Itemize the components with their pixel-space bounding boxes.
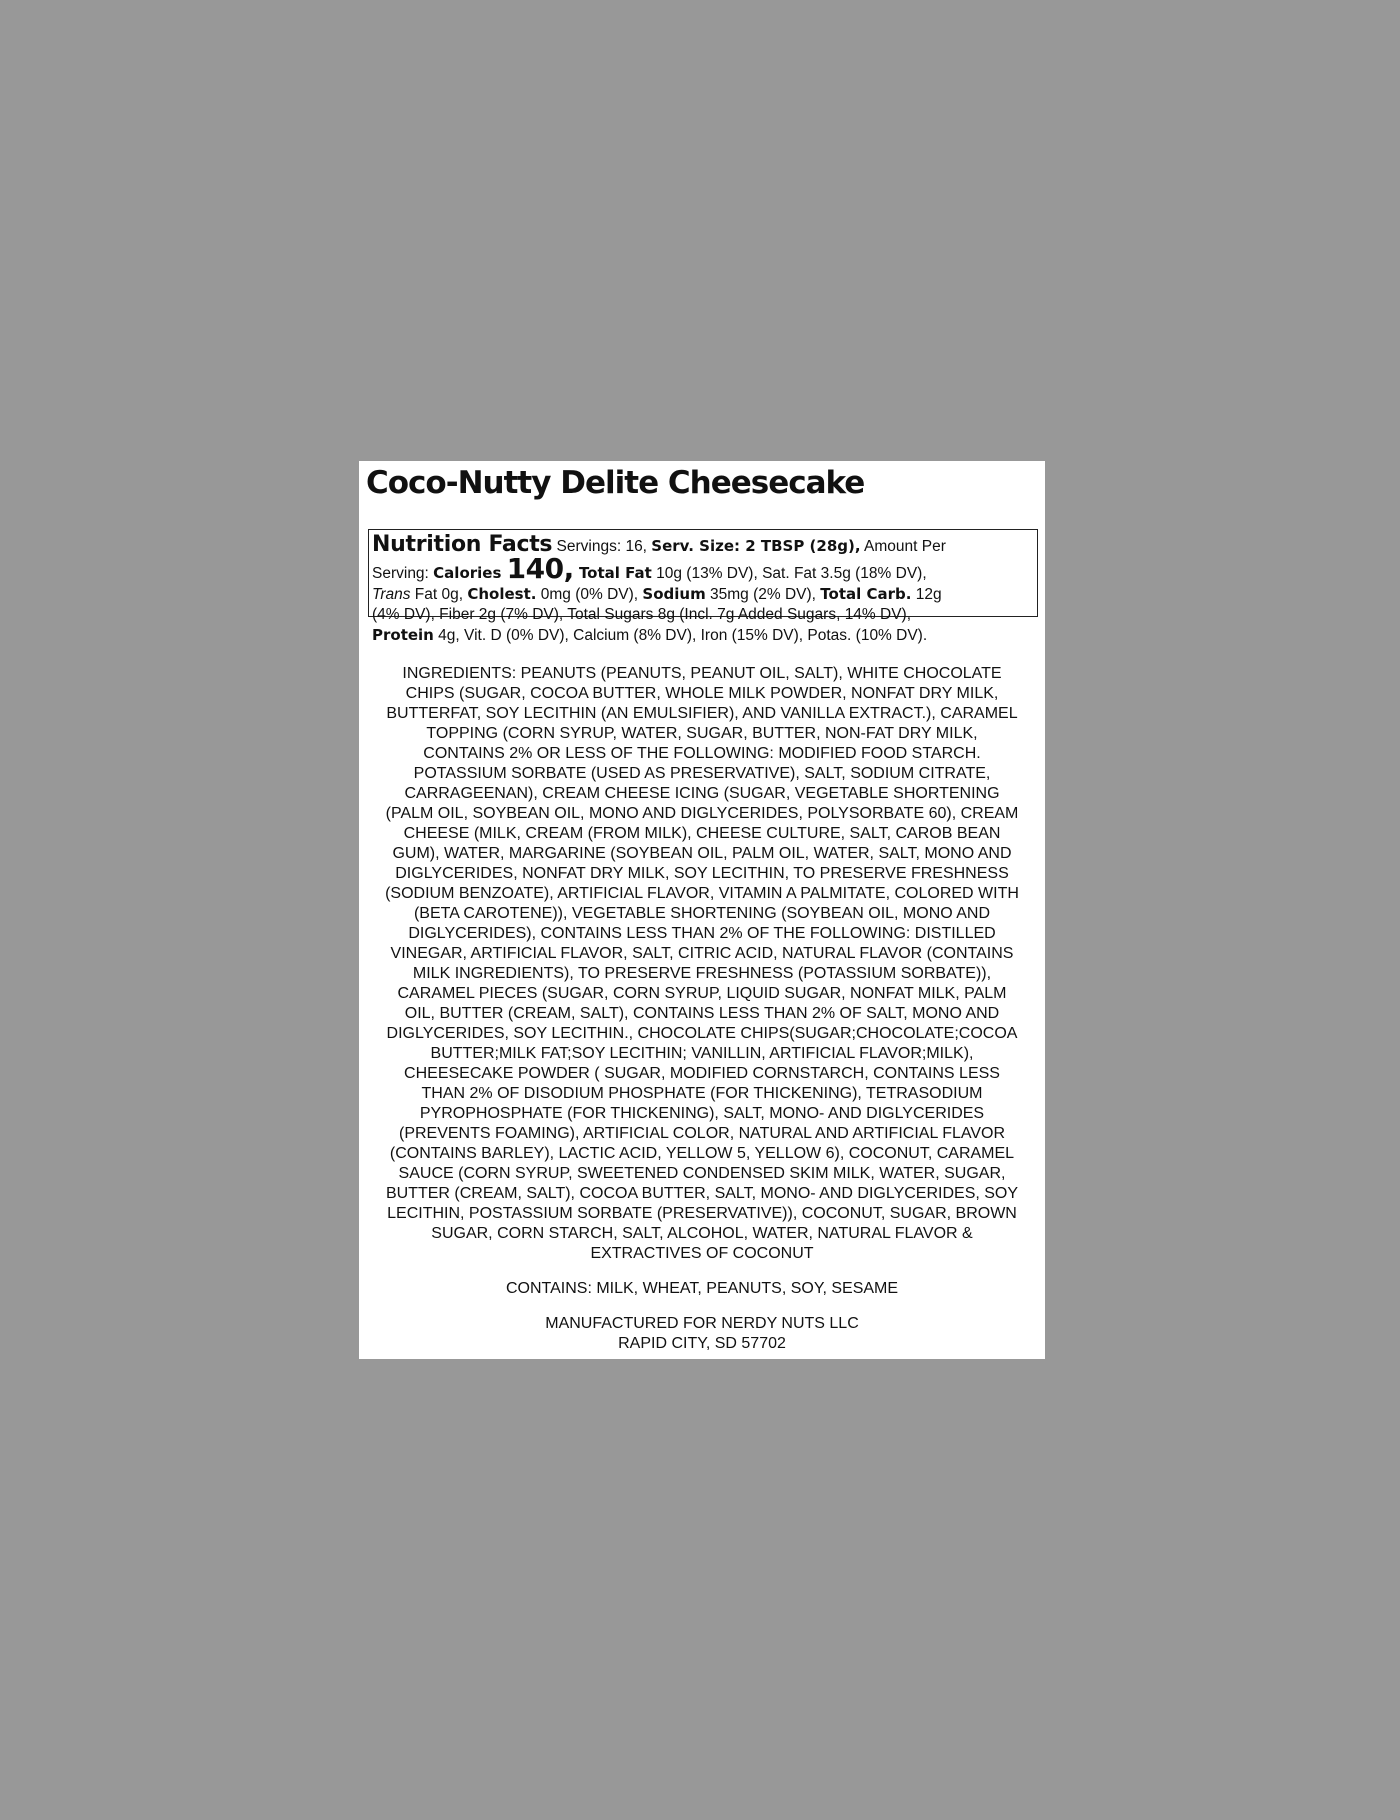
serving-size-label: Serv. Size: 2 TBSP (28g),: [651, 537, 861, 555]
product-label: [359, 461, 1045, 1359]
manufacturer-info: [366, 1314, 1038, 1354]
ingredients-line: OIL, BUTTER (CREAM, SALT), CONTAINS LESS THAN 2% OF SALT, MONO AND: [404, 1005, 1000, 1022]
trans-text: Fat 0g,: [410, 586, 468, 603]
ingredients-line: BUTTERFAT, SOY LECITHIN (AN EMULSIFIER), AND VANILLA EXTRACT.), CARAMEL: [386, 705, 1018, 722]
total-carb-text: 12g: [911, 586, 942, 603]
sodium-label: Sodium: [642, 585, 706, 603]
ingredients-line: DIGLYCERIDES, NONFAT DRY MILK, SOY LECITHIN, TO PRESERVE FRESHNESS: [395, 865, 1009, 882]
product-title: Coco-Nutty Delite Cheesecake: [366, 465, 865, 501]
ingredients-line: GUM), WATER, MARGARINE (SOYBEAN OIL, PALM OIL, WATER, SALT, MONO AND: [392, 845, 1012, 862]
ingredients-line: THAN 2% OF DISODIUM PHOSPHATE (FOR THICKENING), TETRASODIUM: [421, 1085, 983, 1102]
ingredients-line: (BETA CAROTENE)), VEGETABLE SHORTENING (SOYBEAN OIL, MONO AND: [413, 905, 991, 922]
nutrition-facts-heading: Nutrition Facts: [372, 532, 553, 557]
manufacturer-address: RAPID CITY, SD 57702: [618, 1335, 786, 1352]
ingredients-line: CARRAGEENAN), CREAM CHEESE ICING (SUGAR, VEGETABLE SHORTENING: [404, 785, 1000, 802]
ingredients-line: POTASSIUM SORBATE (USED AS PRESERVATIVE), SALT, SODIUM CITRATE,: [413, 765, 991, 782]
nutrition-facts-box: [368, 529, 1038, 644]
nutrition-line-4: (4% DV), Fiber 2g (7% DV), Total Sugars 8g (Incl. 7g Added Sugars, 14% DV),: [372, 606, 912, 623]
calories-comma: ,: [563, 552, 574, 585]
cholest-text: 0mg (0% DV),: [536, 586, 643, 603]
amount-per-text: Amount Per: [860, 538, 946, 555]
nutrition-line-5: [372, 625, 1037, 646]
ingredients-line: CONTAINS 2% OR LESS OF THE FOLLOWING: MODIFIED FOOD STARCH.: [423, 745, 981, 762]
calories-value: 140: [506, 552, 564, 585]
cholest-label: Cholest.: [467, 585, 537, 603]
nutrition-line-3: [372, 584, 1037, 605]
nutrition-line-2: [372, 552, 1037, 585]
ingredients-line: DIGLYCERIDES), CONTAINS LESS THAN 2% OF THE FOLLOWING: DISTILLED: [408, 925, 996, 942]
nutrition-line-1: [372, 533, 1037, 559]
ingredients-line: BUTTER;MILK FAT;SOY LECITHIN; VANILLIN, ARTIFICIAL FLAVOR;MILK),: [430, 1045, 974, 1062]
protein-text: 4g, Vit. D (0% DV), Calcium (8% DV), Iron (15% DV), Potas. (10% DV).: [433, 627, 928, 644]
ingredients-text: [366, 664, 1038, 1264]
ingredients-line: (PALM OIL, SOYBEAN OIL, MONO AND DIGLYCERIDES, POLYSORBATE 60), CREAM: [385, 805, 1019, 822]
ingredients-line: BUTTER (CREAM, SALT), COCOA BUTTER, SALT, MONO- AND DIGLYCERIDES, SOY: [385, 1185, 1019, 1202]
ingredients-line: CHIPS (SUGAR, COCOA BUTTER, WHOLE MILK POWDER, NONFAT DRY MILK,: [405, 685, 999, 702]
manufacturer-line: MANUFACTURED FOR NERDY NUTS LLC: [545, 1315, 859, 1332]
ingredients-line: CARAMEL PIECES (SUGAR, CORN SYRUP, LIQUID SUGAR, NONFAT MILK, PALM: [397, 985, 1007, 1002]
allergen-contains: CONTAINS: MILK, WHEAT, PEANUTS, SOY, SESAME: [505, 1280, 899, 1297]
ingredients-line: PYROPHOSPHATE (FOR THICKENING), SALT, MONO- AND DIGLYCERIDES: [419, 1105, 985, 1122]
ingredients-line: CHEESECAKE POWDER ( SUGAR, MODIFIED CORNSTARCH, CONTAINS LESS: [404, 1065, 1000, 1082]
ingredients-line: MILK INGREDIENTS), TO PRESERVE FRESHNESS (POTASSIUM SORBATE)),: [412, 965, 992, 982]
ingredients-line: LECITHIN, POSTASSIUM SORBATE (PRESERVATIVE)), COCONUT, SUGAR, BROWN: [387, 1205, 1017, 1222]
calories-label: Calories: [433, 564, 507, 582]
ingredients-line: DIGLYCERIDES, SOY LECITHIN., CHOCOLATE CHIPS(SUGAR;CHOCOLATE;COCOA: [386, 1025, 1018, 1042]
servings-text: Servings: 16,: [552, 538, 652, 555]
ingredients-line: EXTRACTIVES OF COCONUT: [590, 1245, 814, 1262]
total-fat-text: 10g (13% DV), Sat. Fat 3.5g (18% DV),: [651, 565, 927, 582]
total-fat-label: Total Fat: [573, 564, 652, 582]
ingredients-line: SUGAR, CORN STARCH, SALT, ALCOHOL, WATER, NATURAL FLAVOR &: [431, 1225, 973, 1242]
total-carb-label: Total Carb.: [820, 585, 912, 603]
ingredients-line: TOPPING (CORN SYRUP, WATER, SUGAR, BUTTER, NON-FAT DRY MILK,: [426, 725, 978, 742]
ingredients-line: (PREVENTS FOAMING), ARTIFICIAL COLOR, NATURAL AND ARTIFICIAL FLAVOR: [398, 1125, 1006, 1142]
serving-text: Serving:: [372, 565, 434, 582]
ingredients-line: VINEGAR, ARTIFICIAL FLAVOR, SALT, CITRIC ACID, NATURAL FLAVOR (CONTAINS: [390, 945, 1014, 962]
ingredients-line: (CONTAINS BARLEY), LACTIC ACID, YELLOW 5, YELLOW 6), COCONUT, CARAMEL: [389, 1145, 1015, 1162]
sodium-text: 35mg (2% DV),: [705, 586, 821, 603]
trans-label: Trans: [372, 586, 411, 603]
ingredients-line: (SODIUM BENZOATE), ARTIFICIAL FLAVOR, VITAMIN A PALMITATE, COLORED WITH: [385, 885, 1019, 902]
protein-label: Protein: [372, 626, 434, 644]
ingredients-line: INGREDIENTS: PEANUTS (PEANUTS, PEANUT OIL, SALT), WHITE CHOCOLATE: [402, 665, 1002, 682]
ingredients-line: CHEESE (MILK, CREAM (FROM MILK), CHEESE CULTURE, SALT, CAROB BEAN: [403, 825, 1001, 842]
ingredients-line: SAUCE (CORN SYRUP, SWEETENED CONDENSED SKIM MILK, WATER, SUGAR,: [398, 1165, 1006, 1182]
